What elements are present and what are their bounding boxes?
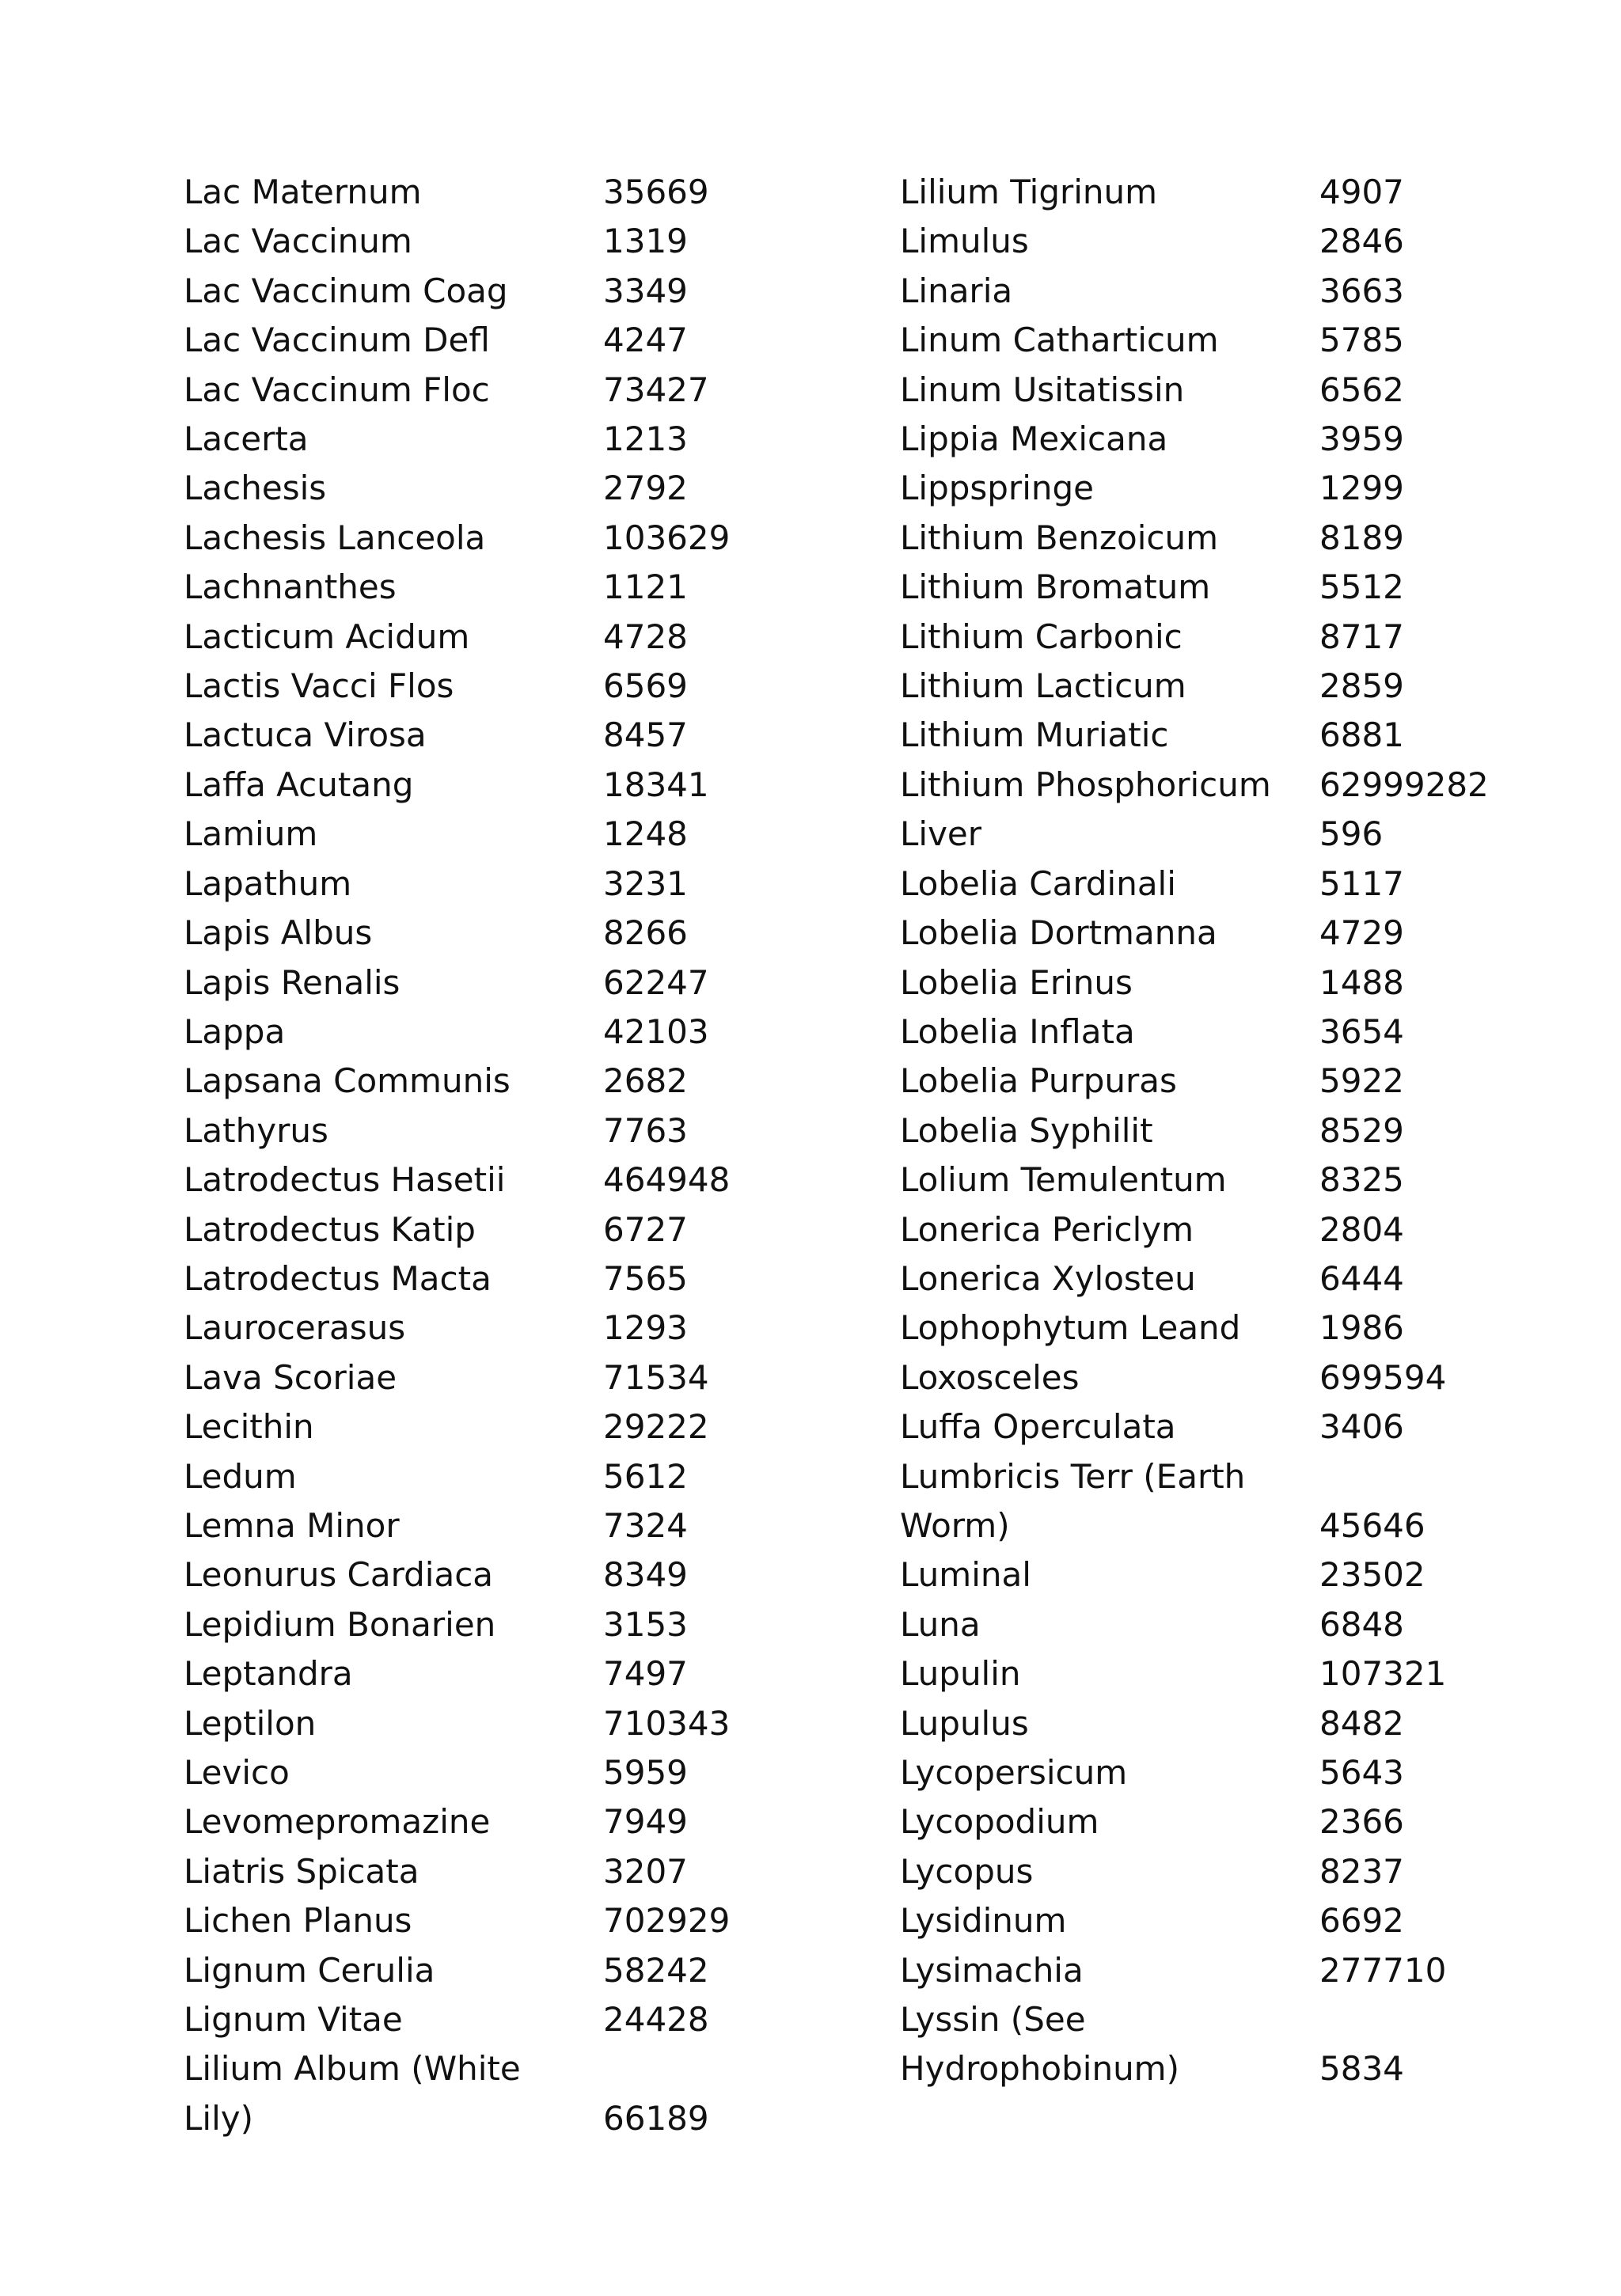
remedy-code: 3663 bbox=[1319, 271, 1404, 310]
list-item bbox=[184, 1550, 880, 1600]
list-item bbox=[184, 563, 880, 612]
remedy-code: 1121 bbox=[603, 567, 688, 607]
list-item bbox=[184, 810, 880, 859]
remedy-code: 710343 bbox=[603, 1703, 731, 1743]
list-item bbox=[184, 168, 880, 217]
remedy-name: Lyssin (See Hydrophobinum) bbox=[900, 2000, 1179, 2089]
remedy-name: Lithium Muriatic bbox=[900, 715, 1169, 755]
remedy-name: Lapsana Communis bbox=[184, 1061, 511, 1101]
list-item bbox=[900, 909, 1596, 958]
list-item bbox=[900, 1946, 1596, 1995]
list-item bbox=[900, 1797, 1596, 1846]
list-item bbox=[900, 1452, 1596, 1551]
remedy-code: 4247 bbox=[603, 321, 688, 360]
list-item bbox=[900, 1156, 1596, 1205]
remedy-code: 29222 bbox=[603, 1407, 709, 1447]
list-item bbox=[900, 613, 1596, 662]
list-item bbox=[184, 366, 880, 415]
remedy-name: Lachesis Lanceola bbox=[184, 518, 486, 557]
remedy-name: Lobelia Erinus bbox=[900, 962, 1133, 1002]
remedy-name: Lobelia Cardinali bbox=[900, 863, 1176, 903]
list-item bbox=[184, 1748, 880, 1797]
list-item bbox=[184, 514, 880, 563]
remedy-code: 2792 bbox=[603, 469, 688, 508]
list-item bbox=[184, 1797, 880, 1846]
remedy-code: 1986 bbox=[1319, 1308, 1404, 1348]
remedy-name: Lobelia Inflata bbox=[900, 1011, 1135, 1051]
remedy-name: Lithium Benzoicum bbox=[900, 518, 1219, 557]
list-item bbox=[184, 761, 880, 810]
remedy-code: 7497 bbox=[603, 1654, 688, 1694]
remedy-code: 2682 bbox=[603, 1061, 688, 1101]
list-item bbox=[184, 613, 880, 662]
remedy-name: Lathyrus bbox=[184, 1110, 328, 1150]
list-item bbox=[900, 1847, 1596, 1896]
remedy-name: Lilium Album (White Lily) bbox=[184, 2049, 521, 2138]
list-item bbox=[900, 168, 1596, 217]
remedy-name: Lysimachia bbox=[900, 1950, 1084, 1990]
remedy-name: Lachesis bbox=[184, 469, 327, 508]
remedy-code: 8529 bbox=[1319, 1110, 1404, 1150]
remedy-code: 4729 bbox=[1319, 913, 1404, 953]
list-item bbox=[184, 267, 880, 316]
list-item bbox=[184, 662, 880, 711]
remedy-name: Lignum Vitae bbox=[184, 2000, 403, 2040]
list-item bbox=[184, 1106, 880, 1156]
list-item bbox=[184, 909, 880, 958]
remedy-code: 5834 bbox=[1319, 2049, 1404, 2089]
remedy-code: 8457 bbox=[603, 715, 688, 755]
remedy-name: Lemna Minor bbox=[184, 1505, 400, 1545]
list-item bbox=[184, 1452, 880, 1501]
list-item bbox=[900, 316, 1596, 365]
remedy-name: Lacerta bbox=[184, 419, 309, 459]
remedy-code: 6444 bbox=[1319, 1258, 1404, 1298]
remedy-name: Lupulin bbox=[900, 1654, 1021, 1694]
list-item bbox=[184, 316, 880, 365]
remedy-name: Leptilon bbox=[184, 1703, 317, 1743]
remedy-code: 35669 bbox=[603, 173, 709, 211]
remedy-name: Lobelia Dortmanna bbox=[900, 913, 1217, 953]
list-item bbox=[900, 563, 1596, 612]
remedy-code: 3406 bbox=[1319, 1407, 1404, 1447]
remedy-code: 8266 bbox=[603, 913, 688, 953]
remedy-name: Lappa bbox=[184, 1011, 286, 1051]
list-item bbox=[900, 415, 1596, 464]
list-item bbox=[184, 1946, 880, 1995]
remedy-code: 24428 bbox=[603, 2000, 709, 2040]
remedy-code: 702929 bbox=[603, 1901, 731, 1941]
list-item bbox=[900, 366, 1596, 415]
list-item bbox=[184, 860, 880, 909]
remedy-code: 8237 bbox=[1319, 1851, 1404, 1891]
remedy-code: 5512 bbox=[1319, 567, 1404, 607]
remedy-name: Lumbricis Terr (Earth Worm) bbox=[900, 1456, 1246, 1545]
remedy-name: Lignum Cerulia bbox=[184, 1950, 435, 1990]
remedy-name: Lippspringe bbox=[900, 469, 1094, 508]
list-item bbox=[184, 217, 880, 266]
remedy-code: 1488 bbox=[1319, 962, 1404, 1002]
list-item bbox=[184, 464, 880, 513]
remedy-name: Leptandra bbox=[184, 1654, 353, 1694]
list-item bbox=[184, 1501, 880, 1550]
right-column bbox=[900, 168, 1596, 2094]
remedy-name: Lithium Bromatum bbox=[900, 567, 1211, 607]
remedy-code: 73427 bbox=[603, 370, 709, 409]
list-item bbox=[900, 761, 1596, 810]
remedy-name: Luminal bbox=[900, 1555, 1031, 1595]
remedy-code: 103629 bbox=[603, 518, 731, 557]
list-item bbox=[900, 711, 1596, 760]
list-item bbox=[900, 1995, 1596, 2094]
list-item bbox=[900, 1304, 1596, 1353]
remedy-code: 3654 bbox=[1319, 1011, 1404, 1051]
list-item bbox=[900, 1550, 1596, 1600]
remedy-name: Lippia Mexicana bbox=[900, 419, 1168, 459]
remedy-code: 7763 bbox=[603, 1110, 688, 1150]
remedy-code: 6848 bbox=[1319, 1604, 1404, 1644]
remedy-name: Leonurus Cardiaca bbox=[184, 1555, 494, 1595]
remedy-code: 464948 bbox=[603, 1160, 731, 1200]
list-item bbox=[184, 1600, 880, 1649]
remedy-name: Liver bbox=[900, 814, 982, 854]
remedy-code: 42103 bbox=[603, 1011, 709, 1051]
remedy-name: Lonerica Periclym bbox=[900, 1209, 1194, 1249]
remedy-code: 5612 bbox=[603, 1456, 688, 1496]
remedy-name: Lava Scoriae bbox=[184, 1357, 397, 1397]
remedy-name: Lichen Planus bbox=[184, 1901, 412, 1941]
remedy-code: 3231 bbox=[603, 863, 688, 903]
list-item bbox=[900, 514, 1596, 563]
list-item bbox=[900, 1254, 1596, 1304]
list-item bbox=[900, 958, 1596, 1008]
remedy-code: 3349 bbox=[603, 271, 688, 310]
remedy-name: Luffa Operculata bbox=[900, 1407, 1176, 1447]
list-item bbox=[184, 1699, 880, 1748]
list-item bbox=[900, 1402, 1596, 1452]
list-item bbox=[184, 2044, 880, 2143]
remedy-name: Lactuca Virosa bbox=[184, 715, 427, 755]
remedy-name: Laurocerasus bbox=[184, 1308, 406, 1348]
remedy-name: Lycopersicum bbox=[900, 1753, 1128, 1792]
remedy-code: 45646 bbox=[1319, 1505, 1425, 1545]
remedy-code: 3207 bbox=[603, 1851, 688, 1891]
remedy-name: Lolium Temulentum bbox=[900, 1160, 1227, 1200]
remedy-code: 5922 bbox=[1319, 1061, 1404, 1101]
remedy-name: Lamium bbox=[184, 814, 318, 854]
remedy-name: Lycopodium bbox=[900, 1802, 1099, 1842]
list-item bbox=[184, 1205, 880, 1254]
list-item bbox=[900, 217, 1596, 266]
list-item bbox=[900, 860, 1596, 909]
remedy-name: Lac Vaccinum Coag bbox=[184, 271, 508, 310]
remedy-code: 107321 bbox=[1319, 1654, 1447, 1694]
remedy-code: 3153 bbox=[603, 1604, 688, 1644]
remedy-code: 7949 bbox=[603, 1802, 688, 1842]
list-item bbox=[900, 1748, 1596, 1797]
list-item bbox=[900, 1896, 1596, 1945]
remedy-code: 8349 bbox=[603, 1555, 688, 1595]
remedy-code: 4728 bbox=[603, 617, 688, 656]
remedy-name: Levico bbox=[184, 1753, 290, 1792]
remedy-name: Lapathum bbox=[184, 863, 352, 903]
remedy-name: Lecithin bbox=[184, 1407, 314, 1447]
remedy-code: 58242 bbox=[603, 1950, 709, 1990]
list-item bbox=[184, 1896, 880, 1945]
list-item bbox=[184, 1847, 880, 1896]
remedy-code: 8482 bbox=[1319, 1703, 1404, 1743]
list-item bbox=[900, 662, 1596, 711]
remedy-name: Lobelia Purpuras bbox=[900, 1061, 1177, 1101]
list-item bbox=[900, 1699, 1596, 1748]
remedy-name: Lac Vaccinum Floc bbox=[184, 370, 490, 409]
remedy-code: 3959 bbox=[1319, 419, 1404, 459]
remedy-code: 62999282 bbox=[1319, 765, 1489, 804]
remedy-name: Lactis Vacci Flos bbox=[184, 666, 454, 706]
remedy-code: 18341 bbox=[603, 765, 709, 804]
remedy-code: 23502 bbox=[1319, 1555, 1425, 1595]
remedy-name: Latrodectus Hasetii bbox=[184, 1160, 506, 1200]
remedy-code: 8717 bbox=[1319, 617, 1404, 656]
remedy-code: 7324 bbox=[603, 1505, 688, 1545]
remedy-code: 277710 bbox=[1319, 1950, 1447, 1990]
remedy-code: 596 bbox=[1319, 814, 1384, 854]
remedy-name: Linum Catharticum bbox=[900, 321, 1219, 360]
remedy-code: 2366 bbox=[1319, 1802, 1404, 1842]
list-item bbox=[900, 810, 1596, 859]
remedy-code: 8189 bbox=[1319, 518, 1404, 557]
remedy-name: Limulus bbox=[900, 222, 1029, 261]
remedy-name: Lysidinum bbox=[900, 1901, 1067, 1941]
remedy-code: 1319 bbox=[603, 222, 688, 261]
remedy-name: Linaria bbox=[900, 271, 1013, 310]
remedy-code: 2804 bbox=[1319, 1209, 1404, 1249]
remedy-name: Lycopus bbox=[900, 1851, 1034, 1891]
list-item bbox=[184, 1304, 880, 1353]
remedy-name: Lithium Lacticum bbox=[900, 666, 1186, 706]
remedy-name: Lacticum Acidum bbox=[184, 617, 470, 656]
remedy-name: Lupulus bbox=[900, 1703, 1029, 1743]
list-item bbox=[184, 1353, 880, 1402]
list-item bbox=[900, 267, 1596, 316]
remedy-code: 1293 bbox=[603, 1308, 688, 1348]
remedy-code: 5643 bbox=[1319, 1753, 1404, 1792]
list-item bbox=[900, 1649, 1596, 1698]
list-item bbox=[900, 464, 1596, 513]
remedy-code: 66189 bbox=[603, 2098, 709, 2138]
remedy-name: Lobelia Syphilit bbox=[900, 1110, 1153, 1150]
remedy-code: 62247 bbox=[603, 962, 709, 1002]
left-column bbox=[184, 168, 880, 2143]
remedy-name: Lonerica Xylosteu bbox=[900, 1258, 1196, 1298]
list-item bbox=[184, 415, 880, 464]
remedy-code: 6692 bbox=[1319, 1901, 1404, 1941]
remedy-code: 5117 bbox=[1319, 863, 1404, 903]
remedy-code: 6569 bbox=[603, 666, 688, 706]
remedy-name: Levomepromazine bbox=[184, 1802, 491, 1842]
remedy-name: Lac Vaccinum bbox=[184, 222, 412, 261]
remedy-name: Lac Vaccinum Defl bbox=[184, 321, 490, 360]
remedy-name: Lilium Tigrinum bbox=[900, 173, 1158, 211]
list-item bbox=[184, 1008, 880, 1057]
remedy-name: Liatris Spicata bbox=[184, 1851, 419, 1891]
list-item bbox=[184, 1156, 880, 1205]
list-item bbox=[184, 1254, 880, 1304]
remedy-code: 7565 bbox=[603, 1258, 688, 1298]
remedy-name: Lepidium Bonarien bbox=[184, 1604, 496, 1644]
remedy-name: Lapis Renalis bbox=[184, 962, 401, 1002]
remedy-code: 6727 bbox=[603, 1209, 688, 1249]
remedy-name: Luna bbox=[900, 1604, 981, 1644]
list-item bbox=[184, 958, 880, 1008]
remedy-code: 8325 bbox=[1319, 1160, 1404, 1200]
remedy-name: Lac Maternum bbox=[184, 173, 422, 211]
remedy-name: Loxosceles bbox=[900, 1357, 1080, 1397]
list-item bbox=[900, 1008, 1596, 1057]
remedy-code: 4907 bbox=[1319, 173, 1404, 211]
remedy-code: 6562 bbox=[1319, 370, 1404, 409]
list-item bbox=[184, 711, 880, 760]
list-item bbox=[900, 1106, 1596, 1156]
remedy-name: Lachnanthes bbox=[184, 567, 397, 607]
list-item bbox=[184, 1057, 880, 1106]
remedy-code: 1299 bbox=[1319, 469, 1404, 508]
list-item bbox=[184, 1402, 880, 1452]
remedy-name: Lapis Albus bbox=[184, 913, 373, 953]
list-item bbox=[900, 1205, 1596, 1254]
remedy-name: Linum Usitatissin bbox=[900, 370, 1185, 409]
remedy-name: Lithium Phosphoricum bbox=[900, 765, 1271, 804]
remedy-name: Lophophytum Leand bbox=[900, 1308, 1241, 1348]
remedy-code: 5785 bbox=[1319, 321, 1404, 360]
list-item bbox=[900, 1353, 1596, 1402]
remedy-code: 71534 bbox=[603, 1357, 709, 1397]
remedy-name: Latrodectus Katip bbox=[184, 1209, 476, 1249]
list-item bbox=[900, 1600, 1596, 1649]
remedy-name: Latrodectus Macta bbox=[184, 1258, 492, 1298]
list-item bbox=[184, 1649, 880, 1698]
remedy-name: Lithium Carbonic bbox=[900, 617, 1183, 656]
remedy-code: 699594 bbox=[1319, 1357, 1447, 1397]
remedy-code: 1213 bbox=[603, 419, 688, 459]
list-item bbox=[184, 1995, 880, 2044]
remedy-code: 1248 bbox=[603, 814, 688, 854]
remedy-code: 5959 bbox=[603, 1753, 688, 1792]
remedy-code: 6881 bbox=[1319, 715, 1404, 755]
remedy-name: Ledum bbox=[184, 1456, 297, 1496]
remedy-code: 2846 bbox=[1319, 222, 1404, 261]
remedy-name: Laffa Acutang bbox=[184, 765, 414, 804]
remedy-code: 2859 bbox=[1319, 666, 1404, 706]
list-item bbox=[900, 1057, 1596, 1106]
